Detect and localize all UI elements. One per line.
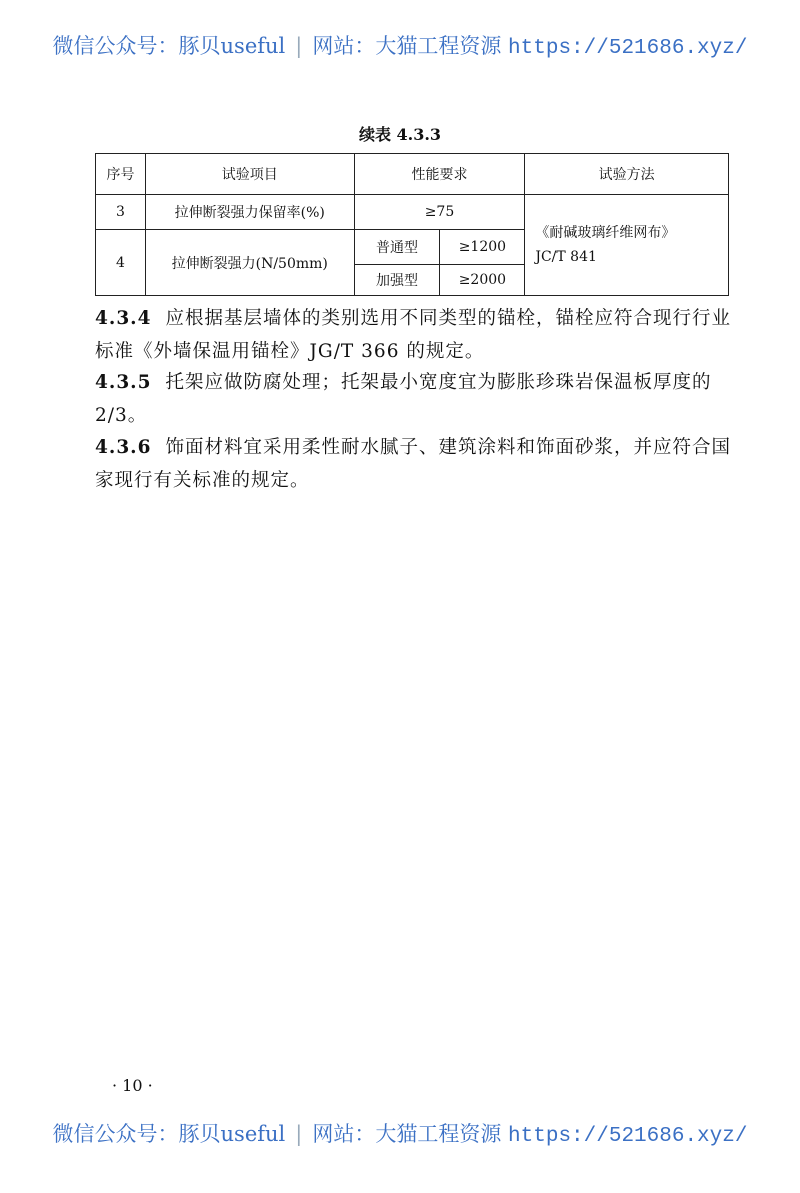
clause-number: 4.3.4 <box>95 308 152 329</box>
clause-text: 托架应做防腐处理；托架最小宽度宜为膨胀珍珠岩保温板厚度的 2/3。 <box>95 372 712 426</box>
table-row <box>96 195 729 230</box>
test-method <box>525 195 729 296</box>
watermark-url[interactable]: https://521686.xyz/ <box>508 37 748 60</box>
sub-type: 加强型 <box>354 265 440 296</box>
clause-text: 饰面材料宜采用柔性耐水腻子、建筑涂料和饰面砂浆，并应符合国家现行有关标准的规定。 <box>95 437 732 491</box>
method-line: JC/T 841 <box>535 249 597 265</box>
sub-type: 普通型 <box>354 230 440 265</box>
clause-paragraph <box>95 431 735 497</box>
clause-paragraph <box>95 302 735 368</box>
table-header-row <box>96 154 729 195</box>
header-cell: 试验方法 <box>525 154 729 195</box>
watermark-separator: | <box>295 34 303 58</box>
row-number: 4 <box>96 230 146 296</box>
header-cell: 试验项目 <box>145 154 354 195</box>
clause-number: 4.3.5 <box>95 372 152 393</box>
spec-table <box>95 153 729 296</box>
watermark-site: 网站：大猫工程资源 <box>312 1122 502 1146</box>
watermark-separator: | <box>295 1122 303 1146</box>
table-caption: 续表 4.3.3 <box>358 125 442 144</box>
header-cell: 序号 <box>96 154 146 195</box>
requirement: ≥1200 <box>440 230 525 265</box>
requirement: ≥2000 <box>440 265 525 296</box>
watermark-label: 微信公众号：豚贝useful <box>52 34 286 58</box>
header-cell: 性能要求 <box>354 154 525 195</box>
test-item: 拉伸断裂强力(N/50mm) <box>145 230 354 296</box>
watermark-top <box>0 30 800 60</box>
watermark-bottom <box>0 1118 800 1148</box>
watermark-url[interactable]: https://521686.xyz/ <box>508 1125 748 1148</box>
clause-text: 应根据基层墙体的类别选用不同类型的锚栓，锚栓应符合现行行业标准《外墙保温用锚栓》JG/T 366 的规定。 <box>95 308 732 362</box>
watermark-label: 微信公众号：豚贝useful <box>52 1122 286 1146</box>
clause-paragraph <box>95 366 735 432</box>
page-number: · 10 · <box>112 1076 153 1095</box>
requirement: ≥75 <box>354 195 525 230</box>
clause-number: 4.3.6 <box>95 437 152 458</box>
row-number: 3 <box>96 195 146 230</box>
watermark-site: 网站：大猫工程资源 <box>312 34 502 58</box>
method-line: 《耐碱玻璃纤维网布》 <box>535 225 676 241</box>
test-item: 拉伸断裂强力保留率(%) <box>145 195 354 230</box>
